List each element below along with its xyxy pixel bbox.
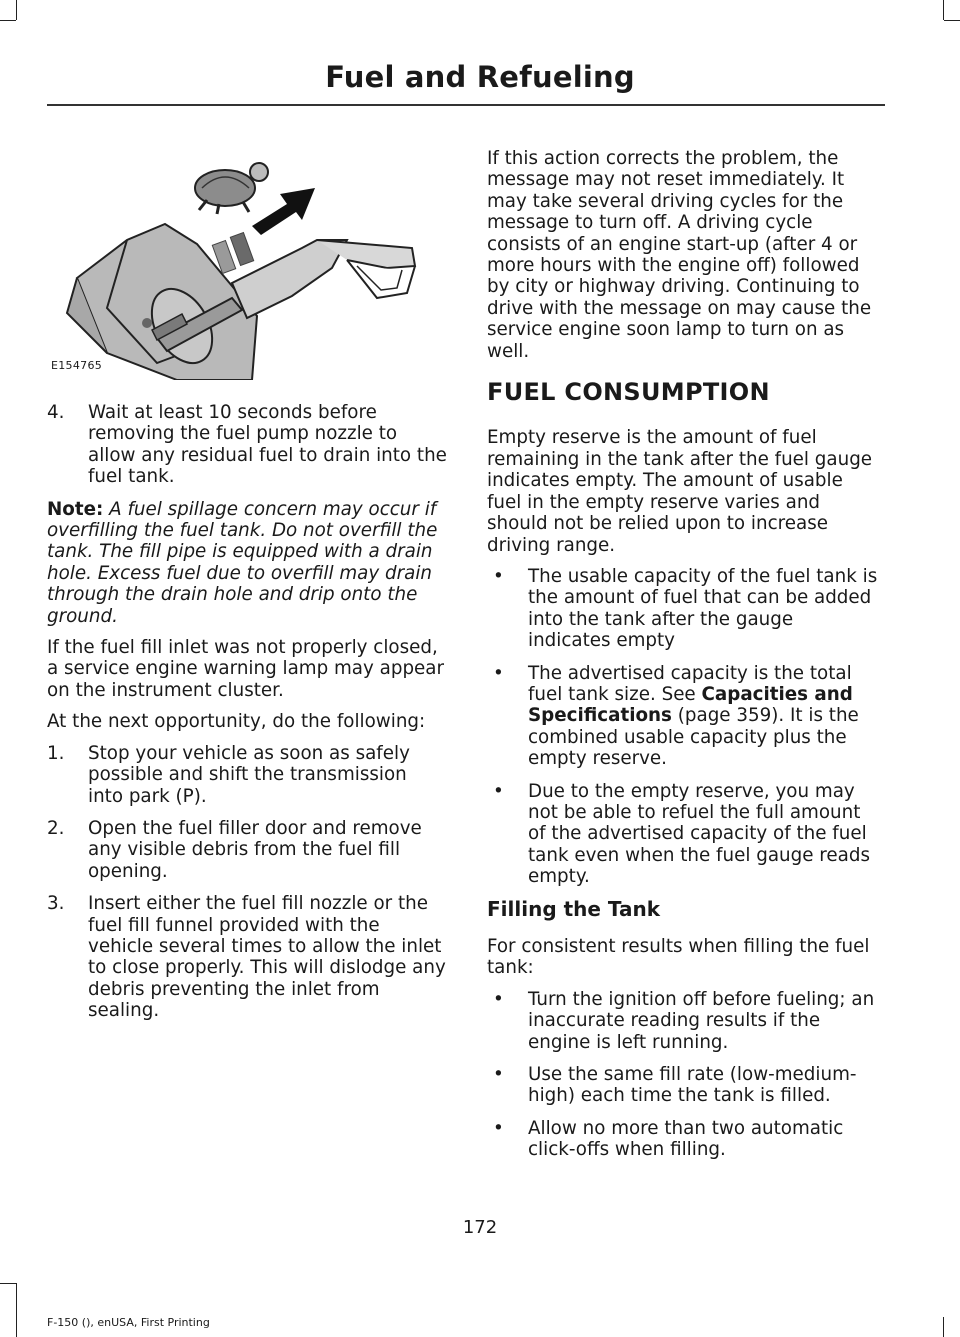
crop-mark xyxy=(944,20,960,21)
list-item xyxy=(487,566,881,652)
bullet-list xyxy=(487,566,881,888)
body-paragraph: If this action corrects the problem, the message may not reset immediately. It may take several driving cycles for the message to turn off. A driving cycle consists of an engine start-up (after 4 or more hours with the engine off) followed by city or highway driving. Continuing to drive with the message on may cause the service engine soon lamp to turn on as well. xyxy=(487,148,872,362)
right-column xyxy=(487,148,881,1172)
list-item xyxy=(487,1064,881,1107)
bullet-icon: • xyxy=(493,1117,504,1139)
bullet-text: Due to the empty reserve, you may not be able to refuel the full amount of the advertised capacity of the fuel tank even when the fuel gauge reads empty. xyxy=(528,780,870,888)
bullet-text-post: (page 359). It is the combined usable capacity plus the empty reserve. xyxy=(528,705,859,770)
step-text: Open the fuel filler door and remove any visible debris from the fuel fill opening. xyxy=(88,817,422,882)
note-text: A fuel spillage concern may occur if overfilling the fuel tank. Do not overfill the tank. The fill pipe is equipped with a drain hole. Excess fuel due to overfill may drain through the drain hole and drip onto the ground. xyxy=(47,498,438,627)
list-item xyxy=(487,781,881,888)
note-paragraph xyxy=(47,499,447,627)
bullet-icon: • xyxy=(493,662,504,684)
body-paragraph: Empty reserve is the amount of fuel remaining in the tank after the fuel gauge indicates empty. The amount of usable fuel in the empty reserve varies and should not be relied upon to increase driving range. xyxy=(487,427,873,556)
bullet-text: The usable capacity of the fuel tank is the amount of fuel that can be added into the tank after the gauge indicates empty xyxy=(528,565,878,652)
section-heading: FUEL CONSUMPTION xyxy=(487,378,770,407)
step-list-continued xyxy=(47,402,447,488)
bullet-list xyxy=(487,989,881,1161)
crop-mark xyxy=(16,0,17,20)
fuel-nozzle-illustration xyxy=(47,148,447,380)
crop-mark xyxy=(943,1317,944,1337)
crop-mark xyxy=(0,1283,16,1284)
header-divider xyxy=(47,104,885,106)
page-title: Fuel and Refueling xyxy=(325,60,635,94)
bullet-text: Use the same fill rate (low-medium-high) each time the tank is filled. xyxy=(528,1064,857,1107)
body-paragraph: For consistent results when filling the fuel tank: xyxy=(487,936,870,979)
cross-reference-link[interactable]: Capacities and Specifications xyxy=(528,683,853,727)
step-number: 2. xyxy=(47,817,65,839)
bullet-text-pre: The advertised capacity is the total fuel tank size. See xyxy=(528,662,852,705)
list-item xyxy=(487,1118,881,1161)
bullet-text: Turn the ignition off before fueling; an inaccurate reading results if the engine is left running. xyxy=(528,988,875,1053)
bullet-icon: • xyxy=(493,988,504,1010)
subsection-heading: Filling the Tank xyxy=(487,896,661,921)
step-number: 1. xyxy=(47,742,65,764)
bullet-icon: • xyxy=(493,780,504,802)
list-item xyxy=(487,989,881,1053)
bullet-icon: • xyxy=(493,565,504,587)
list-item xyxy=(487,663,881,770)
list-item xyxy=(47,402,447,488)
bullet-text: Allow no more than two automatic click-offs when filling. xyxy=(528,1117,844,1161)
note-label: Note: xyxy=(47,498,104,520)
bullet-icon: • xyxy=(493,1064,504,1086)
step-number: 4. xyxy=(47,402,65,423)
figure-code: E154765 xyxy=(51,358,103,372)
page-number: 172 xyxy=(462,1217,498,1238)
footer-text: F-150 (), enUSA, First Printing xyxy=(47,1316,210,1329)
step-list xyxy=(47,743,447,1022)
left-column xyxy=(47,148,447,1033)
step-text: Wait at least 10 seconds before removing the fuel pump nozzle to allow any residual fuel to drain into the fuel tank. xyxy=(88,402,447,488)
body-paragraph: If the fuel fill inlet was not properly closed, a service engine warning lamp may appear on the instrument cluster. xyxy=(47,637,445,701)
step-text: Stop your vehicle as soon as safely possible and shift the transmission into park (P). xyxy=(88,742,410,807)
crop-mark xyxy=(0,20,16,21)
crop-mark xyxy=(943,0,944,20)
list-item xyxy=(47,743,447,807)
crop-mark xyxy=(16,1283,17,1337)
body-paragraph: At the next opportunity, do the following: xyxy=(47,711,426,733)
list-item xyxy=(47,893,447,1021)
fuel-nozzle-drawing xyxy=(47,148,447,380)
step-text: Insert either the fuel fill nozzle or the fuel fill funnel provided with the vehicle several times to allow the inlet to close properly. This will dislodge any debris preventing the inlet from sealing. xyxy=(88,893,446,1022)
list-item xyxy=(47,818,447,882)
step-number: 3. xyxy=(47,893,65,915)
